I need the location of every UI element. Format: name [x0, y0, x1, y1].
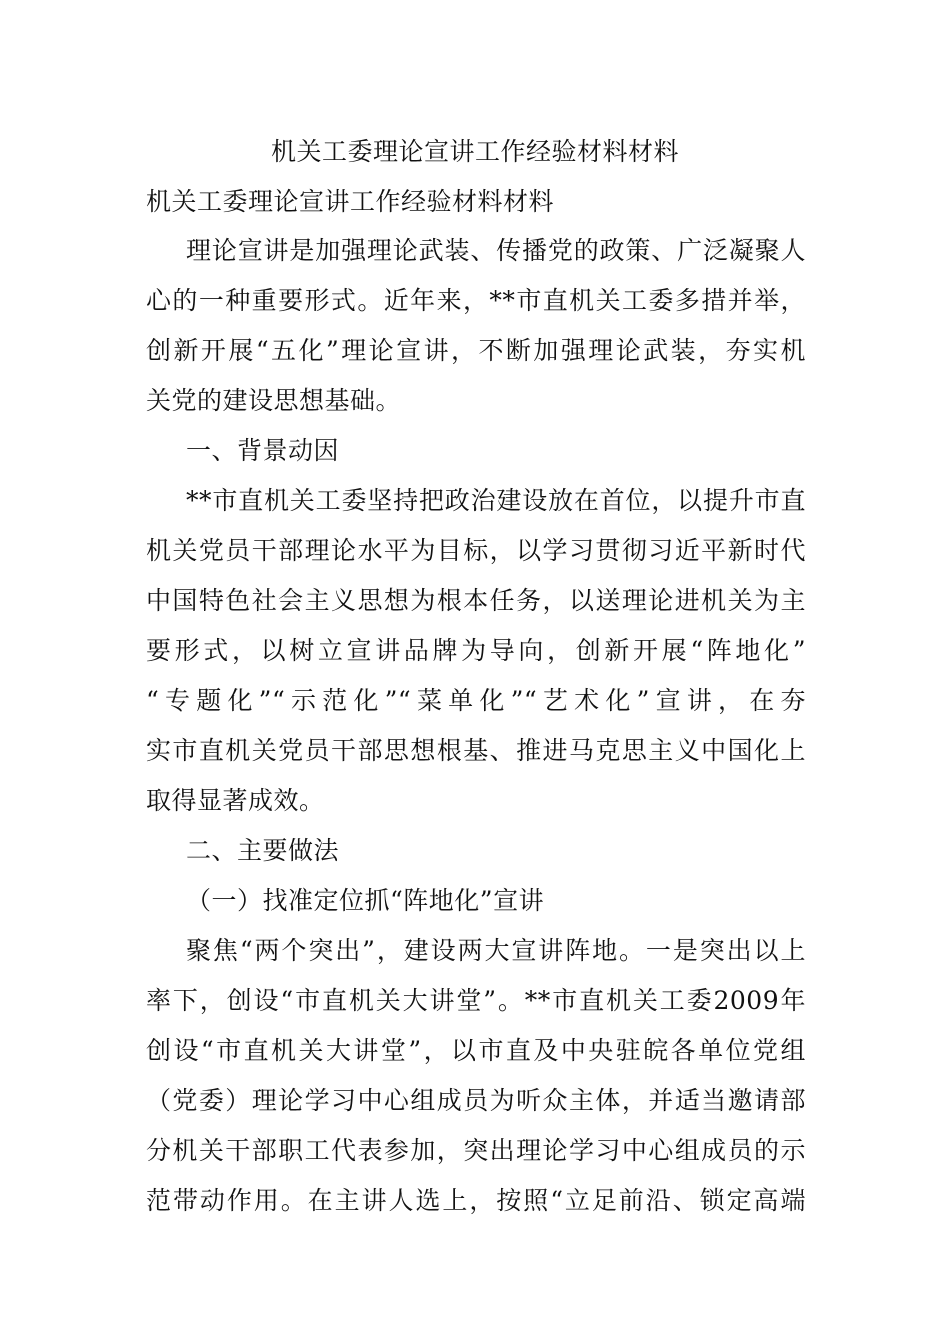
- section-heading: 二、主要做法: [186, 836, 340, 865]
- paragraph-line: 机关党员干部理论水平为目标，以学习贯彻习近平新时代: [146, 536, 806, 565]
- paragraph-line: 心的一种重要形式。近年来，**市直机关工委多措并举，: [146, 286, 806, 315]
- paragraph-line: 理论宣讲是加强理论武装、传播党的政策、广泛凝聚人: [186, 236, 806, 265]
- paragraph-line: **市直机关工委坚持把政治建设放在首位，以提升市直: [186, 486, 806, 515]
- paragraph-line: 中国特色社会主义思想为根本任务，以送理论进机关为主: [146, 586, 806, 615]
- paragraph-line: 创新开展“五化”理论宣讲，不断加强理论武装，夯实机: [146, 336, 806, 365]
- subsection-heading: （一）找准定位抓“阵地化”宣讲: [186, 886, 545, 915]
- paragraph-line: “专题化”“示范化”“菜单化”“艺术化”宣讲，在夯: [146, 686, 806, 715]
- document-subtitle: 机关工委理论宣讲工作经验材料材料: [146, 187, 555, 216]
- paragraph-line: 关党的建设思想基础。: [146, 386, 402, 415]
- paragraph-line: 实市直机关党员干部思想根基、推进马克思主义中国化上: [146, 736, 806, 765]
- paragraph-line: 分机关干部职工代表参加，突出理论学习中心组成员的示: [146, 1136, 806, 1165]
- paragraph-line: （党委）理论学习中心组成员为听众主体，并适当邀请部: [146, 1086, 806, 1115]
- paragraph-line: 范带动作用。在主讲人选上，按照“立足前沿、锁定高端: [146, 1186, 806, 1215]
- paragraph-line: 要形式，以树立宣讲品牌为导向，创新开展“阵地化”: [146, 636, 806, 665]
- document-title: 机关工委理论宣讲工作经验材料材料: [270, 137, 679, 166]
- paragraph-line: 创设“市直机关大讲堂”，以市直及中央驻皖各单位党组: [146, 1036, 806, 1065]
- section-heading: 一、背景动因: [186, 436, 340, 465]
- paragraph-line: 聚焦“两个突出”，建设两大宣讲阵地。一是突出以上: [186, 936, 806, 965]
- paragraph-line: 取得显著成效。: [146, 786, 325, 815]
- paragraph-line: 率下，创设“市直机关大讲堂”。**市直机关工委2009年: [146, 986, 806, 1015]
